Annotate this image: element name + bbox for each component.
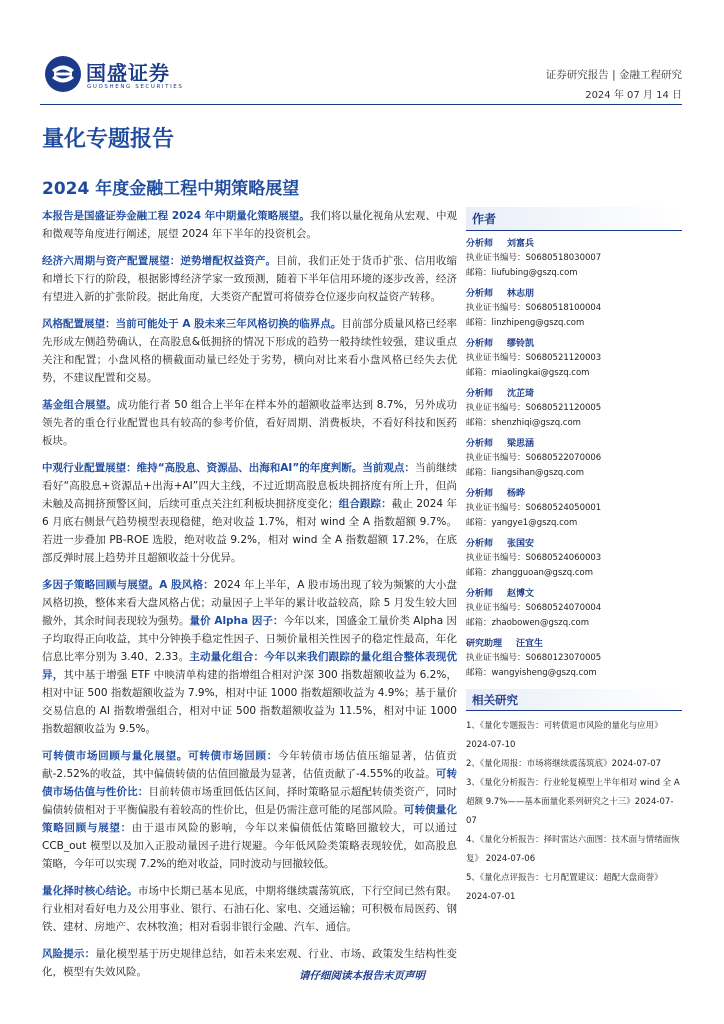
author-name: 分析师 赵博文 xyxy=(466,589,535,599)
header-divider xyxy=(40,104,682,105)
author-name: 分析师 梁思涵 xyxy=(466,439,535,449)
email-link[interactable]: zhangguoan@gszq.com xyxy=(491,568,593,578)
authors-heading: 作者 xyxy=(466,207,682,231)
author-cert: 执业证书编号：S0680521120005 xyxy=(466,403,602,413)
summary-paragraph: 基金组合展望。成功能行者 50 组合上半年在样本外的超额收益率达到 8.7%，另外成功领先者的重仓行业配置也具有较高的参考价值，看好周期、消费板块，不看好科技和医药板块。 xyxy=(42,399,457,447)
risk-warning: 风险提示：量化模型基于历史规律总结，如若未来宏观、行业、市场、政策发生结构性变化，模型有失效风险。 xyxy=(42,948,458,978)
author-entry xyxy=(466,237,682,281)
summary-paragraph: 中观行业配置展望：维持“高股息、资源品、出海和AI”的年度判断。当前观点：当前继续看好“高股息+资源品+出海+AI”四大主线，不过近期高股息板块拥挤度有所上升，但尚未触及高拥挤预警区间，后续可重点关注红利板块拥挤度变化；组合跟踪：截止 2024 年 6 月底右侧景气趋势模型表现稳健，绝对收益 1.7%，相对 wind 全 A 指数超额 9.7%。若进一步叠加 PB-ROE 选股，绝对收益 9.2%，相对 wind 全 A 指数超额 17.2%，在底部反弹时展上趋势并且超额收益十分优异。 xyxy=(42,462,458,564)
author-entry xyxy=(466,287,682,331)
summary-paragraph: 经济六周期与资产配置展望：逆势增配权益资产。目前，我们正处于货币扩张、信用收缩和增长下行的阶段，根据影博经济学家一致预测，随着下半年信用环境的逐步改善，经济有望进入新的扩张阶段。据此角度，大类资产配置可将债券仓位逐步向权益资产转移。 xyxy=(42,255,458,303)
related-item[interactable]: 3、《量化分析报告：行业轮复模型上半年相对 wind 全 A 超额 9.7%——基本面量化系列研究之十三》2024-07-07 xyxy=(466,778,680,826)
author-email: 邮箱：yangye1@gszq.com xyxy=(466,518,578,528)
summary-column xyxy=(42,207,457,990)
author-cert: 执业证书编号：S0680524050001 xyxy=(466,503,602,513)
email-link[interactable]: liufubing@gszq.com xyxy=(491,268,578,278)
author-entry xyxy=(466,487,682,531)
email-link[interactable]: miaolingkai@gszq.com xyxy=(491,368,590,378)
author-entry xyxy=(466,587,682,631)
email-link[interactable]: wangyisheng@gszq.com xyxy=(491,668,597,678)
author-entry xyxy=(466,437,682,481)
author-cert: 执业证书编号：S0680518100004 xyxy=(466,303,602,313)
author-entry xyxy=(466,387,682,431)
author-email: 邮箱：miaolingkai@gszq.com xyxy=(466,368,590,378)
related-heading: 相关研究 xyxy=(466,689,682,711)
summary-paragraph: 可转债市场回顾与量化展望。可转债市场回顾：今年转债市场估值压缩显著，估值贡献-2.52%的收益，其中偏债转债的估值回撤最为显著，估值贡献了-4.55%的收益。可转债市场估值与性价比：目前转债市场重回低估区间，择时策略显示超配转债类资产，同时偏债转债相对于平衡偏股有着较高的性价比，但是仍需注意可能的尾部风险。可转债量化策略回顾与展望：由于退市风险的影响，今年以来偏债低估策略回撤较大，可以通过 CCB_out 模型以及加入正股动量因子进行规避。今年低风险类策略表现较优，如高股息策略，今年可以实现 7.2%的绝对收益，同时波动与回撤较低。 xyxy=(42,750,458,870)
author-name: 分析师 缪铃凯 xyxy=(466,339,535,349)
author-name: 分析师 张国安 xyxy=(466,539,535,549)
author-name: 研究助理 汪宜生 xyxy=(466,639,544,649)
related-item[interactable]: 2、《量化周报：市场将继续震荡筑底》2024-07-07 xyxy=(466,759,662,769)
author-email: 邮箱：liufubing@gszq.com xyxy=(466,268,578,278)
author-name: 分析师 刘富兵 xyxy=(466,239,535,249)
sidebar xyxy=(466,207,682,907)
author-email: 邮箱：wangyisheng@gszq.com xyxy=(466,668,597,678)
email-link[interactable]: zhaobowen@gszq.com xyxy=(491,618,589,628)
authors-list xyxy=(466,237,682,681)
related-item[interactable]: 5、《量化点评报告：七月配置建议：超配大盘商誉》 2024-07-01 xyxy=(466,873,663,902)
related-item[interactable]: 1、《量化专题报告：可转债退市风险的量化与应用》 2024-07-10 xyxy=(466,721,663,750)
author-email: 邮箱：shenzhiqi@gszq.com xyxy=(466,418,581,428)
author-email: 邮箱：linzhipeng@gszq.com xyxy=(466,318,585,328)
author-entry xyxy=(466,637,682,681)
logo-text: 国盛证券 xyxy=(86,61,170,85)
summary-paragraph: 本报告是国盛证券金融工程 2024 年中期量化策略展望。我们将以量化视角从宏观、中观和微观等角度进行阐述，展望 2024 年下半年的投资机会。 xyxy=(42,210,457,240)
author-email: 邮箱：zhaobowen@gszq.com xyxy=(466,618,589,628)
summary-paragraph: 量化择时核心结论。市场中长期已基本见底，中期将继续震荡筑底，下行空间已然有限。行业相对看好电力及公用事业、银行、石油石化、家电、交通运输；可积极布局医药、钢铁、建材、房地产、农林牧渔；相对看弱非银行金融、汽车、通信。 xyxy=(42,885,458,933)
logo-emblem-icon xyxy=(44,55,82,93)
email-link[interactable]: yangye1@gszq.com xyxy=(491,518,578,528)
summary-paragraph: 风格配置展望：当前可能处于 A 股未来三年风格切换的临界点。目前部分质量风格已经率先形成左侧趋势确认，在高股息&低拥挤的情况下形成的趋势一般持续性较强，建议重点关注和配置；小盘风格的横截面动量已经处于劣势，横向对比来看小盘风格已经失去优势，不建议配置和交易。 xyxy=(42,318,458,384)
report-date: 2024 年 07 月 14 日 xyxy=(585,90,682,101)
author-name: 分析师 林志朋 xyxy=(466,289,535,299)
report-title: 2024 年度金融工程中期策略展望 xyxy=(42,179,300,199)
footer-disclaimer: 请仔细阅读本报告末页声明 xyxy=(299,970,425,982)
email-link[interactable]: liangsihan@gszq.com xyxy=(491,468,585,478)
author-cert: 执业证书编号：S0680521120003 xyxy=(466,353,602,363)
email-link[interactable]: shenzhiqi@gszq.com xyxy=(491,418,581,428)
logo-english: GUOSHENG SECURITIES xyxy=(87,84,184,90)
summary-paragraph: 多因子策略回顾与展望。A 股风格：2024 年上半年，A 股市场出现了较为频繁的大小盘风格切换，整体来看大盘风格占优；动量因子上半年的累计收益较高，除 5 月发生较大回撤外，其余时间表现较为强势。量价 Alpha 因子：今年以来，国盛金工量价类 Alpha 因子均取得正向收益，其中分钟换手稳定性因子、日频价量相关性因子的稳定性最高，年化信息比率分别为 3.40、2.33。主动量化组合：今年以来我们跟踪的量化组合整体表现优异，其中基于增强 ETF 中映清单构建的指增组合相对沪深 300 指数超额收益为 6.2%，相对中证 500 指数超额收益为 7.9%，相对中证 1000 指数超额收益为 4.9%；基于量价交易信息的 AI 指数增强组合，相对中证 500 指数超额收益为 11.5%，相对中证 1000 指数超额收益为 9.5%。 xyxy=(42,579,458,735)
author-cert: 执业证书编号：S0680522070006 xyxy=(466,453,602,463)
author-entry xyxy=(466,337,682,381)
author-entry xyxy=(466,537,682,581)
author-cert: 执业证书编号：S0680123070005 xyxy=(466,653,602,663)
author-cert: 执业证书编号：S0680524070004 xyxy=(466,603,602,613)
report-category: 证券研究报告 | 金融工程研究 xyxy=(545,69,682,81)
email-link[interactable]: linzhipeng@gszq.com xyxy=(491,318,585,328)
related-item[interactable]: 4、《量化分析报告：择时雷达六面图：技术面与情绪面恢复》 2024-07-06 xyxy=(466,835,680,864)
related-research-list xyxy=(466,717,682,907)
author-name: 分析师 沈芷琦 xyxy=(466,389,535,399)
author-name: 分析师 杨晔 xyxy=(466,489,526,499)
report-type: 量化专题报告 xyxy=(42,127,175,152)
company-logo xyxy=(44,55,204,97)
author-cert: 执业证书编号：S0680524060003 xyxy=(466,553,602,563)
author-email: 邮箱：liangsihan@gszq.com xyxy=(466,468,585,478)
author-cert: 执业证书编号：S0680518030007 xyxy=(466,253,602,263)
author-email: 邮箱：zhangguoan@gszq.com xyxy=(466,568,593,578)
